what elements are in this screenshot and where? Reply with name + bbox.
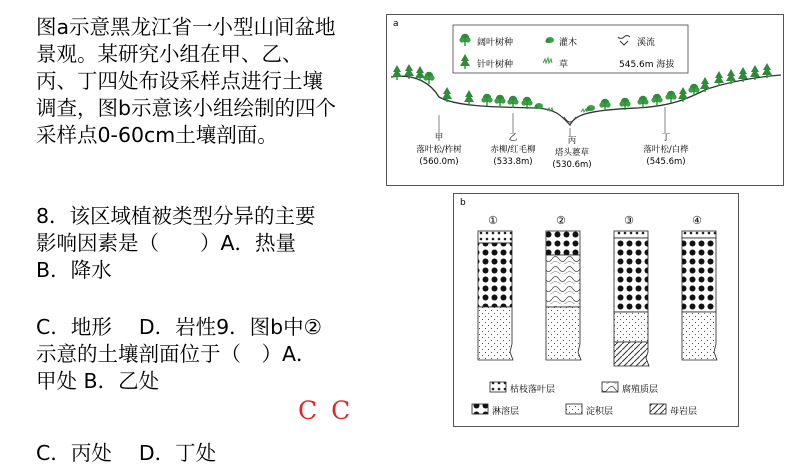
profile-4-label: ④	[692, 214, 702, 227]
question-9-options: C．丙处 D．丁处	[36, 441, 217, 465]
broadleaf-tree-icon	[459, 34, 470, 46]
legend-bedrock-label: 母岩层	[670, 407, 698, 417]
profile-3-column	[614, 231, 649, 366]
question-8: 8．该区域植被类型分异的主要影响因素是（ ）A．热量 B．降水	[36, 204, 316, 282]
answer-9: C	[331, 396, 353, 425]
shrub-icon	[546, 37, 555, 43]
stream-icon	[618, 36, 630, 46]
figure-a-tag: a	[393, 19, 399, 29]
legend-litter-label: 枯枝落叶层	[510, 385, 556, 395]
legend-deposit-label: 淀积层	[586, 407, 614, 417]
site-yi: 乙 赤柳/红毛柳 (533.8m)	[490, 133, 536, 167]
figure-b-soil-profiles	[453, 193, 739, 427]
profile-2-label: ②	[556, 214, 566, 227]
profile-1-label: ①	[488, 214, 498, 227]
legend-litter-swatch	[490, 382, 506, 392]
legend-humus-label: 腐殖质层	[622, 385, 659, 395]
legend-broadleaf: 阔叶树种	[477, 38, 514, 48]
legend-elevation: 545.6m 海拔	[619, 60, 675, 70]
grass-icon	[543, 58, 552, 63]
legend-eluvial-label: 淋溶层	[492, 407, 520, 417]
question-8-9: C．地形 D．岩性9．图b中②示意的土壤剖面位于（ ）A．甲处 B．乙处	[36, 315, 323, 393]
site-jia: 甲 落叶松/柞树 (560.0m)	[416, 133, 462, 167]
profile-1-column	[478, 231, 513, 360]
profile-4-column	[682, 231, 717, 360]
profile-2-column	[546, 231, 581, 360]
legend-shrub: 灌木	[559, 38, 578, 48]
legend-humus-swatch	[602, 382, 618, 392]
site-ding: 丁 落叶松/白桦 (545.6m)	[643, 133, 689, 167]
legend-bedrock-swatch	[650, 404, 666, 414]
site-bing: 丙 塔头薹草 (530.6m)	[552, 136, 592, 170]
answer-key	[298, 396, 364, 425]
question-intro: 图a示意黑龙江省一小型山间盆地景观。某研究小组在甲、乙、丙、丁四处布设采样点进行土壤调查，图b示意该小组绘制的四个采样点0-60cm土壤剖面。	[36, 15, 337, 147]
legend-stream: 溪流	[637, 38, 656, 48]
figure-b-drawing	[454, 194, 738, 426]
figure-b-tag: b	[460, 198, 466, 208]
legend-eluvial-swatch	[472, 404, 488, 414]
answer-8: C	[298, 396, 320, 425]
legend-deposit-swatch	[566, 404, 582, 414]
legend-conifer: 针叶树种	[477, 60, 514, 70]
figure-a-landscape	[386, 14, 784, 186]
profile-3-label: ③	[624, 214, 634, 227]
conifer-tree-icon	[460, 54, 470, 69]
legend-grass: 草	[559, 60, 569, 70]
